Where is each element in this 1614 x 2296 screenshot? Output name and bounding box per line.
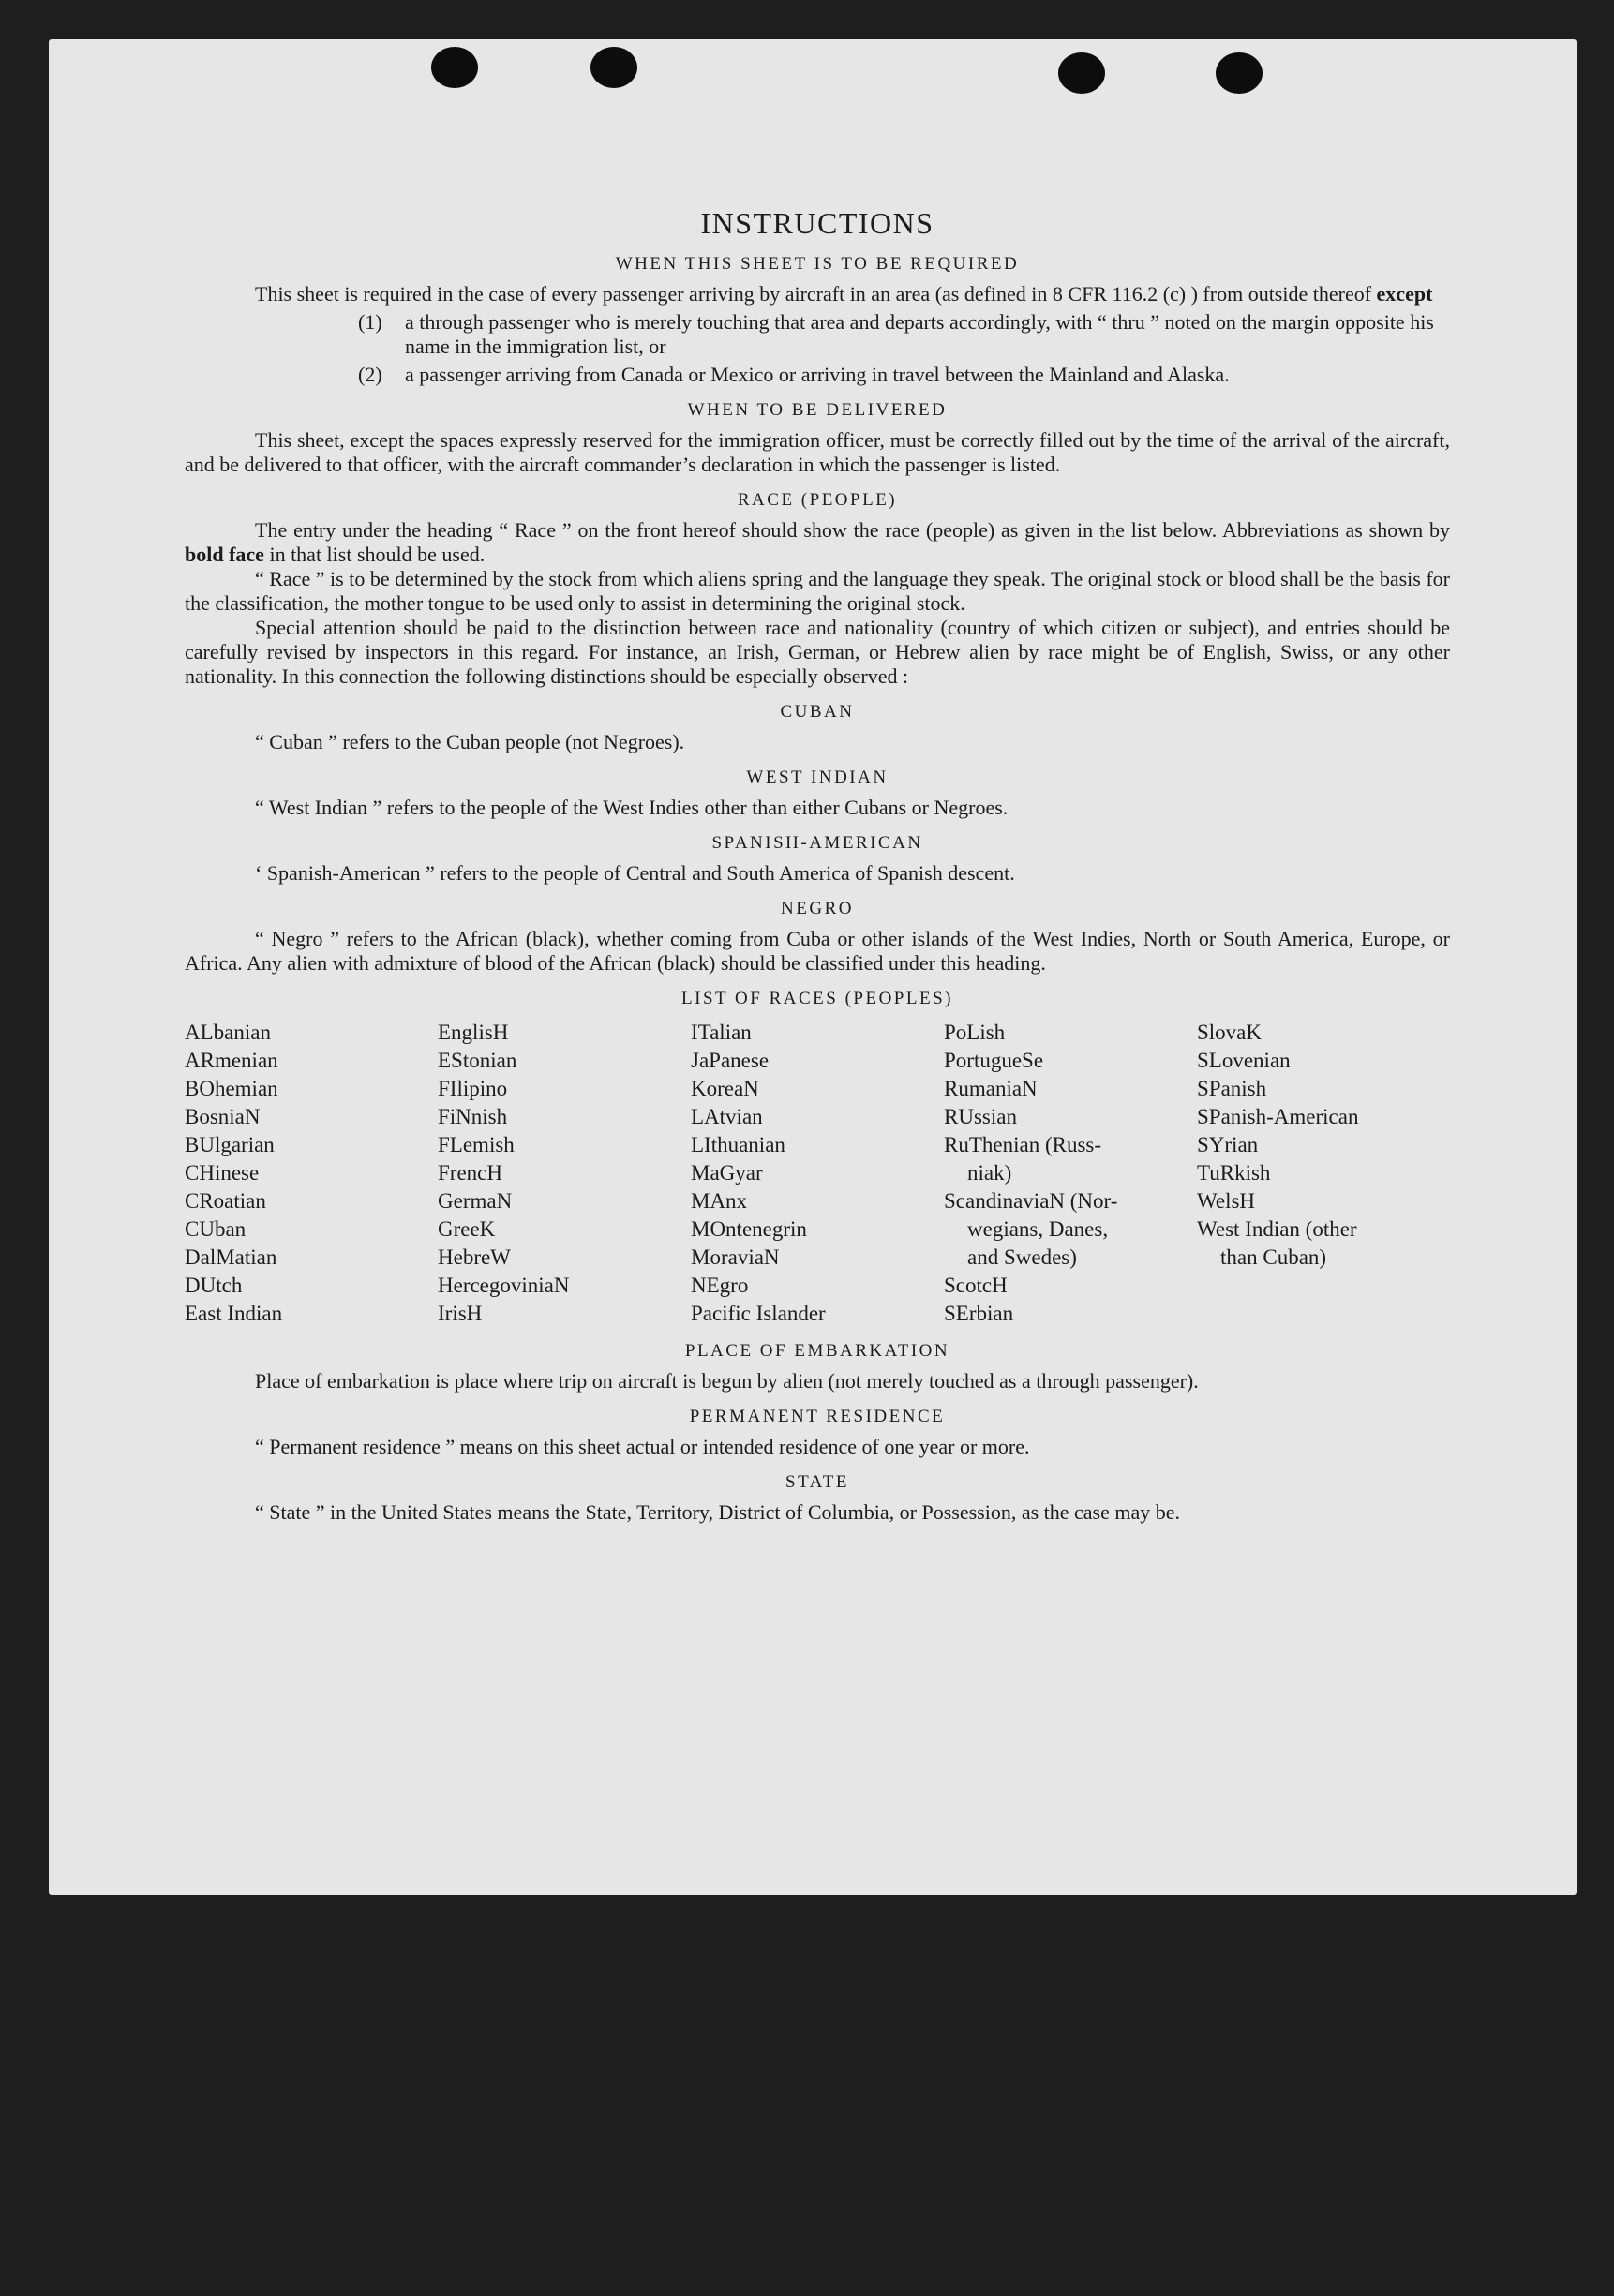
race-entry: MoraviaN (691, 1245, 780, 1269)
race-entry: Pacific Islander (691, 1302, 826, 1325)
race-column (1197, 1019, 1450, 1328)
race-entry: MOntenegrin (691, 1217, 807, 1241)
race-entry: SPanish (1197, 1077, 1267, 1100)
item-text: a through passenger who is merely touching that area and departs accordingly, with “ thru ” noted on the margin opposite his name in the immigration list, or (405, 310, 1434, 358)
race-entry: DUtch (185, 1274, 243, 1297)
race-entry: ITalian (691, 1021, 752, 1044)
race-entry: SPanish-American (1197, 1105, 1359, 1128)
race-entry: FiNnish (438, 1105, 508, 1128)
race-entry: ScotcH (944, 1274, 1008, 1297)
race-entry: TuRkish (1197, 1161, 1271, 1185)
punch-hole (431, 47, 478, 88)
race-entry: WelsH (1197, 1189, 1256, 1213)
race-entry: CUban (185, 1217, 247, 1241)
race-entry: LIthuanian (691, 1133, 785, 1156)
race-entry: FrencH (438, 1161, 502, 1185)
race-entry: SlovaK (1197, 1021, 1262, 1044)
section-heading-negro: NEGRO (781, 899, 854, 918)
race-entry: than Cuban) (1220, 1245, 1327, 1269)
race-entry: PortugueSe (944, 1049, 1044, 1072)
race-entry: MAnx (691, 1189, 748, 1213)
race-column (944, 1019, 1197, 1328)
race-entry: HebreW (438, 1245, 511, 1269)
race-paragraph-3: Special attention should be paid to the distinction between race and nationality (country of which citizen or subject), and entries should be carefully revised by inspectors in this regard. For instance, an Irish, German, or Hebrew alien by race might be of English, Swiss, or any other nationality. In this connection the following distinctions should be especially observed : (185, 616, 1450, 688)
section-heading-residence: PERMANENT RESIDENCE (689, 1407, 946, 1426)
race-entry: NEgro (691, 1274, 749, 1297)
section-heading-when-delivered: WHEN TO BE DELIVERED (687, 400, 948, 420)
race-list (185, 1019, 1450, 1328)
race-entry: West Indian (other (1197, 1217, 1357, 1241)
race-entry: BOhemian (185, 1077, 278, 1100)
race-entry: RumaniaN (944, 1077, 1038, 1100)
section-heading-list-of-races: LIST OF RACES (PEOPLES) (681, 989, 953, 1008)
race-entry: PoLish (944, 1021, 1006, 1044)
race-entry: SYrian (1197, 1133, 1259, 1156)
race-entry: JaPanese (691, 1049, 770, 1072)
section-heading-cuban: CUBAN (780, 702, 855, 722)
race-entry: CRoatian (185, 1189, 266, 1213)
race-column (185, 1019, 438, 1328)
embarkation-text: Place of embarkation is place where trip on aircraft is begun by alien (not merely touched as a through passenger). (255, 1369, 1199, 1393)
race-paragraph-2: “ Race ” is to be determined by the stock from which aliens spring and the language they speak. The original stock or blood shall be the basis for the classification, the mother tongue to be used only to assist in determining the original stock. (185, 567, 1450, 615)
document-page (49, 39, 1577, 1895)
race-column (691, 1019, 944, 1328)
section-heading-embarkation: PLACE OF EMBARKATION (684, 1341, 950, 1361)
race-entry: CHinese (185, 1161, 260, 1185)
race-entry: FLemish (438, 1133, 515, 1156)
race-entry: RUssian (944, 1105, 1017, 1128)
race-p1-emphasis: bold face (185, 543, 264, 566)
race-entry: DalMatian (185, 1245, 277, 1269)
section-heading-race: RACE (PEOPLE) (737, 490, 898, 510)
race-entry: IrisH (438, 1302, 483, 1325)
race-entry: FIlipino (438, 1077, 508, 1100)
race-entry: East Indian (185, 1302, 283, 1325)
race-paragraph-1 (185, 518, 1450, 567)
cuban-text: “ Cuban ” refers to the Cuban people (not Negroes). (255, 730, 685, 753)
instructions-content (185, 161, 1450, 1525)
race-entry: KoreaN (691, 1077, 759, 1100)
negro-text: “ Negro ” refers to the African (black), whether coming from Cuba or other islands of the West Indies, North or South America, Europe, or Africa. Any alien with admixture of blood of the African (black) should be classified under this heading. (185, 927, 1450, 975)
exception-item (185, 310, 1450, 359)
race-p1-text: The entry under the heading “ Race ” on the front hereof should show the race (people) as given in the list below. Abbreviations as shown by (255, 518, 1450, 542)
race-entry: SErbian (944, 1302, 1014, 1325)
section-heading-west-indian: WEST INDIAN (746, 768, 889, 787)
race-entry: HercegoviniaN (438, 1274, 570, 1297)
race-entry: RuThenian (Russ- (944, 1133, 1102, 1156)
punch-hole (590, 47, 637, 88)
race-entry: MaGyar (691, 1161, 763, 1185)
race-entry: EStonian (438, 1049, 517, 1072)
race-entry: BUlgarian (185, 1133, 275, 1156)
race-entry: ScandinaviaN (Nor- (944, 1189, 1118, 1213)
race-entry: LAtvian (691, 1105, 763, 1128)
state-text: “ State ” in the United States means the State, Territory, District of Columbia, or Possession, as the case may be. (255, 1500, 1181, 1524)
race-entry: GreeK (438, 1217, 496, 1241)
page-title: INSTRUCTIONS (700, 206, 934, 240)
race-entry: SLovenian (1197, 1049, 1291, 1072)
exception-item (185, 363, 1450, 387)
section-heading-when-required: WHEN THIS SHEET IS TO BE REQUIRED (615, 254, 1020, 274)
spanish-american-text: ‘ Spanish-American ” refers to the people of Central and South America of Spanish descent. (255, 861, 1015, 885)
punch-hole (1216, 52, 1263, 94)
race-entry: wegians, Danes, (967, 1217, 1109, 1241)
race-entry: ALbanian (185, 1021, 271, 1044)
when-required-intro (185, 282, 1450, 306)
race-entry: ARmenian (185, 1049, 278, 1072)
item-text: a passenger arriving from Canada or Mexico or arriving in travel between the Mainland and Alaska. (405, 363, 1230, 386)
item-number: (2) (358, 363, 382, 386)
race-entry: BosniaN (185, 1105, 261, 1128)
when-delivered-text: This sheet, except the spaces expressly reserved for the immigration officer, must be correctly filled out by the time of the arrival of the aircraft, and be delivered to that officer, with the aircraft commander’s declaration in which the passenger is listed. (185, 428, 1450, 476)
race-entry: GermaN (438, 1189, 513, 1213)
item-number: (1) (358, 310, 382, 334)
intro-text: This sheet is required in the case of every passenger arriving by aircraft in an area (as defined in 8 CFR 116.2 (c) ) from outside thereof (255, 282, 1372, 306)
race-entry: EnglisH (438, 1021, 509, 1044)
race-entry: and Swedes) (967, 1245, 1077, 1269)
residence-text: “ Permanent residence ” means on this sheet actual or intended residence of one year or more. (255, 1435, 1030, 1458)
punch-hole (1058, 52, 1105, 94)
west-indian-text: “ West Indian ” refers to the people of the West Indies other than either Cubans or Negroes. (255, 796, 1009, 819)
race-p1-text-end: in that list should be used. (269, 543, 486, 566)
section-heading-state: STATE (785, 1472, 849, 1492)
intro-emphasis: except (1376, 282, 1433, 306)
section-heading-spanish-american: SPANISH-AMERICAN (711, 833, 923, 853)
race-entry: niak) (967, 1161, 1012, 1185)
race-column (438, 1019, 691, 1328)
